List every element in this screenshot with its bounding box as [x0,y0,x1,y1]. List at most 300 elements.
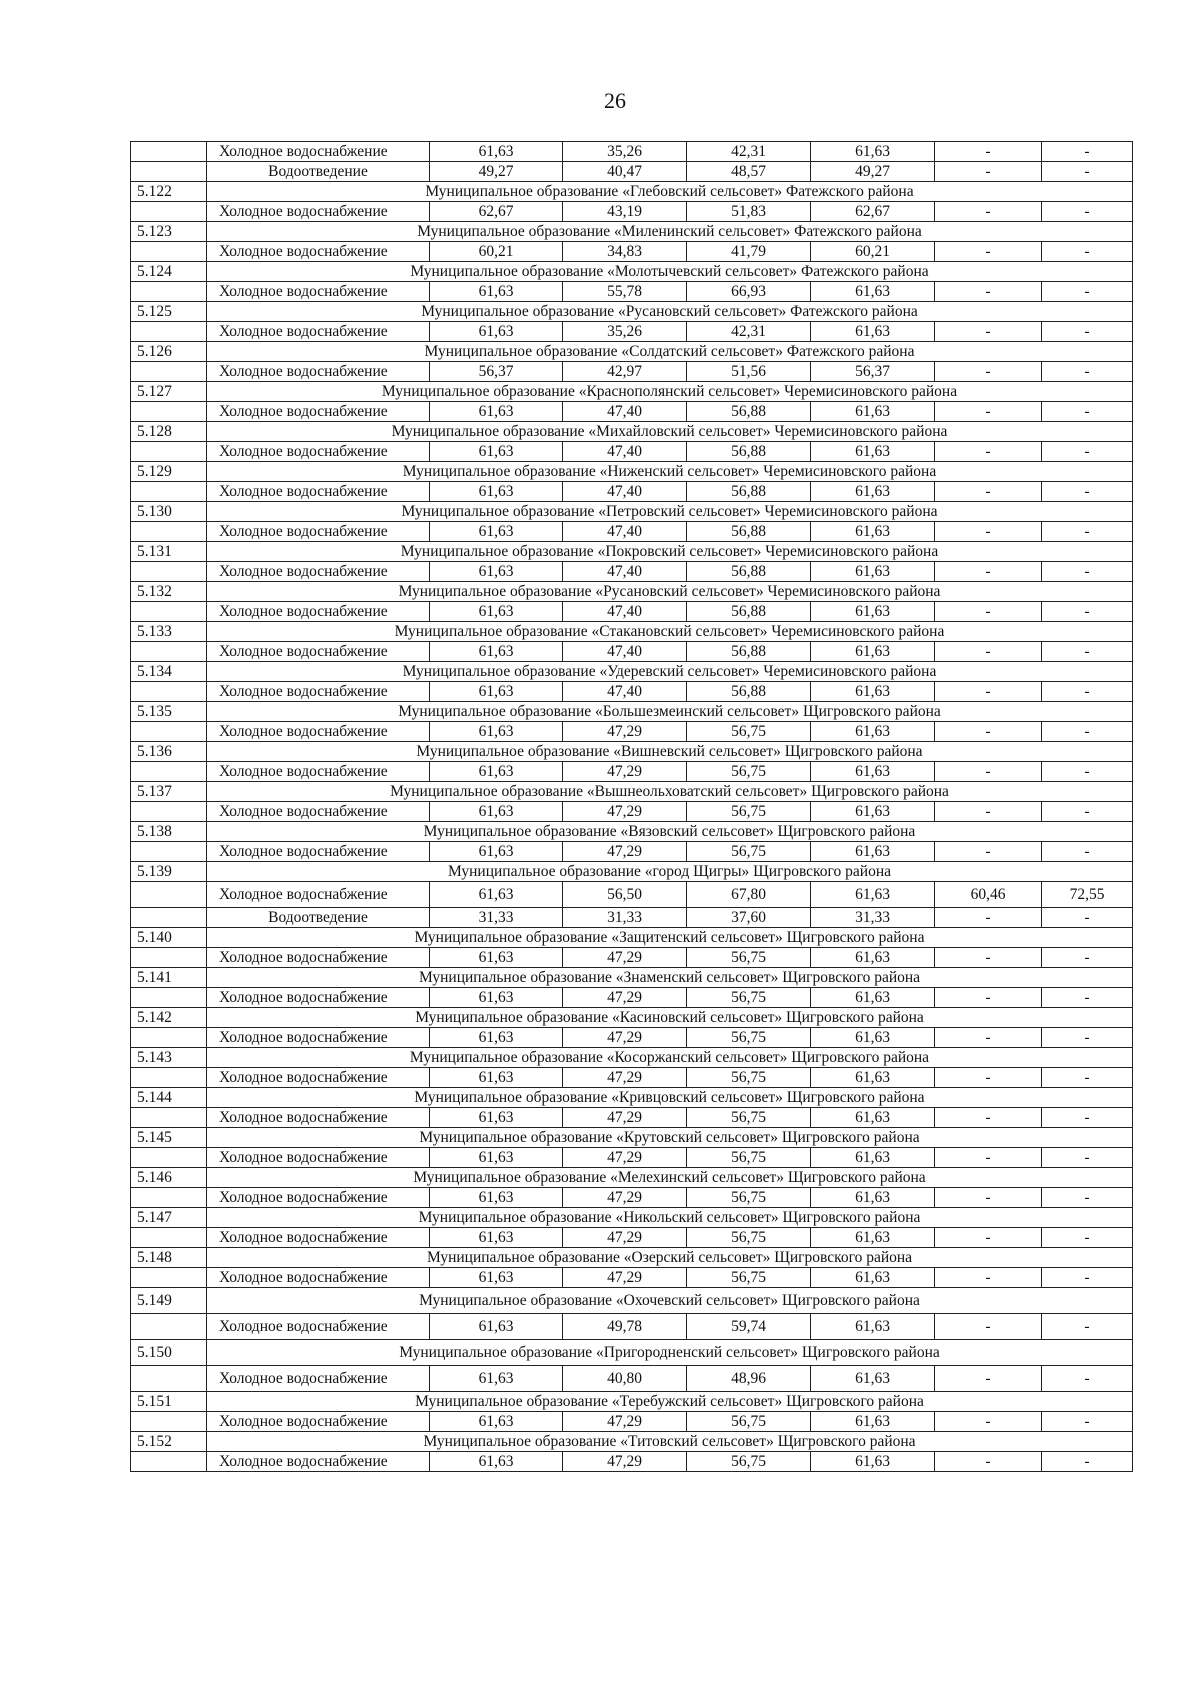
tariff-value: 47,40 [563,682,687,702]
municipality-header-row [131,502,1133,522]
blank-code-cell [131,948,207,968]
tariff-value: 47,29 [563,1028,687,1048]
municipality-title: Муниципальное образование «Вышнеольховатский сельсовет» Щигровского района [207,782,1133,802]
tariff-row [131,322,1133,342]
blank-code-cell [131,142,207,162]
municipality-header-row [131,222,1133,242]
tariff-value: 61,63 [811,562,935,582]
municipality-title: Муниципальное образование «Петровский сельсовет» Черемисиновского района [207,502,1133,522]
tariff-value: - [1042,562,1133,582]
blank-code-cell [131,1268,207,1288]
tariff-value: 49,27 [811,162,935,182]
tariff-value: 61,63 [430,602,563,622]
service-name: Холодное водоснабжение [207,522,430,542]
tariff-value: 56,88 [687,482,811,502]
tariff-value: 56,75 [687,1452,811,1472]
tariff-value: 61,63 [811,1366,935,1392]
tariff-row [131,602,1133,622]
row-code: 5.142 [131,1008,207,1028]
tariff-value: 56,75 [687,1028,811,1048]
tariff-value: 61,63 [430,1188,563,1208]
tariff-row [131,1314,1133,1340]
tariff-row [131,1366,1133,1392]
tariff-value: - [935,642,1042,662]
tariff-value: 61,63 [811,1452,935,1472]
tariff-value: 47,40 [563,642,687,662]
tariff-value: 72,55 [1042,882,1133,908]
municipality-title: Муниципальное образование «Теребужский сельсовет» Щигровского района [207,1392,1133,1412]
tariff-row [131,402,1133,422]
tariff-value: 56,75 [687,762,811,782]
row-code: 5.122 [131,182,207,202]
tariff-value: - [1042,242,1133,262]
tariff-value: 61,63 [811,1028,935,1048]
tariff-value: - [935,1366,1042,1392]
tariff-value: - [935,908,1042,928]
tariff-value: - [1042,402,1133,422]
municipality-header-row [131,1048,1133,1068]
tariff-value: 56,88 [687,522,811,542]
tariff-value: - [935,402,1042,422]
blank-code-cell [131,1452,207,1472]
tariff-value: - [935,562,1042,582]
tariff-value: 42,97 [563,362,687,382]
municipality-title: Муниципальное образование «Крутовский сельсовет» Щигровского района [207,1128,1133,1148]
tariff-value: 56,37 [811,362,935,382]
tariff-value: - [1042,1188,1133,1208]
row-code: 5.147 [131,1208,207,1228]
blank-code-cell [131,362,207,382]
tariff-value: 47,40 [563,442,687,462]
municipality-title: Муниципальное образование «город Щигры» Щигровского района [207,862,1133,882]
tariff-value: - [935,1314,1042,1340]
tariff-value: 66,93 [687,282,811,302]
row-code: 5.145 [131,1128,207,1148]
tariff-table [130,141,1133,1472]
tariff-value: - [935,762,1042,782]
tariff-value: 31,33 [430,908,563,928]
row-code: 5.138 [131,822,207,842]
municipality-header-row [131,1248,1133,1268]
municipality-header-row [131,1168,1133,1188]
row-code: 5.126 [131,342,207,362]
tariff-row [131,762,1133,782]
municipality-title: Муниципальное образование «Титовский сельсовет» Щигровского района [207,1432,1133,1452]
tariff-value: 61,63 [430,948,563,968]
tariff-value: - [935,988,1042,1008]
tariff-value: 62,67 [430,202,563,222]
service-name: Холодное водоснабжение [207,882,430,908]
blank-code-cell [131,908,207,928]
tariff-value: 61,63 [811,1108,935,1128]
tariff-value: - [935,142,1042,162]
tariff-value: 49,27 [430,162,563,182]
blank-code-cell [131,1028,207,1048]
blank-code-cell [131,762,207,782]
tariff-value: - [935,202,1042,222]
page-number: 26 [604,88,626,113]
tariff-value: 61,63 [811,642,935,662]
row-code: 5.132 [131,582,207,602]
tariff-value: 56,75 [687,1228,811,1248]
tariff-value: 56,75 [687,802,811,822]
tariff-value: 61,63 [430,1228,563,1248]
tariff-row [131,682,1133,702]
tariff-value: 49,78 [563,1314,687,1340]
blank-code-cell [131,402,207,422]
tariff-value: 61,63 [811,402,935,422]
tariff-value: - [935,1268,1042,1288]
municipality-header-row [131,1208,1133,1228]
tariff-value: 61,63 [430,442,563,462]
tariff-value: - [1042,602,1133,622]
tariff-value: - [935,1068,1042,1088]
tariff-value: 61,63 [811,1068,935,1088]
service-name: Холодное водоснабжение [207,1268,430,1288]
tariff-value: 41,79 [687,242,811,262]
tariff-value: 61,63 [811,282,935,302]
service-name: Холодное водоснабжение [207,322,430,342]
blank-code-cell [131,1366,207,1392]
tariff-value: - [1042,1108,1133,1128]
service-name: Холодное водоснабжение [207,402,430,422]
row-code: 5.139 [131,862,207,882]
tariff-row [131,988,1133,1008]
tariff-value: - [935,1452,1042,1472]
service-name: Холодное водоснабжение [207,142,430,162]
tariff-value: - [935,362,1042,382]
row-code: 5.131 [131,542,207,562]
tariff-value: 61,63 [430,642,563,662]
tariff-value: 47,29 [563,842,687,862]
municipality-header-row [131,1392,1133,1412]
tariff-value: - [1042,482,1133,502]
tariff-value: - [1042,908,1133,928]
tariff-value: - [1042,142,1133,162]
tariff-value: 61,63 [811,1148,935,1168]
tariff-value: 47,40 [563,562,687,582]
service-name: Водоотведение [207,908,430,928]
service-name: Холодное водоснабжение [207,602,430,622]
municipality-header-row [131,702,1133,722]
tariff-value: - [1042,948,1133,968]
blank-code-cell [131,1068,207,1088]
municipality-header-row [131,262,1133,282]
blank-code-cell [131,562,207,582]
tariff-value: 47,29 [563,988,687,1008]
tariff-value: 56,75 [687,1068,811,1088]
tariff-row [131,642,1133,662]
municipality-header-row [131,742,1133,762]
tariff-value: - [935,602,1042,622]
tariff-value: - [935,442,1042,462]
tariff-row [131,362,1133,382]
municipality-title: Муниципальное образование «Косоржанский сельсовет» Щигровского района [207,1048,1133,1068]
tariff-value: 60,46 [935,882,1042,908]
blank-code-cell [131,282,207,302]
tariff-value: 61,63 [811,482,935,502]
municipality-title: Муниципальное образование «Краснополянский сельсовет» Черемисиновского района [207,382,1133,402]
tariff-value: 61,63 [811,522,935,542]
tariff-value: 61,63 [811,802,935,822]
tariff-value: 61,63 [811,988,935,1008]
tariff-row [131,142,1133,162]
tariff-value: 40,80 [563,1366,687,1392]
tariff-value: 56,75 [687,1108,811,1128]
tariff-value: - [935,322,1042,342]
blank-code-cell [131,1148,207,1168]
tariff-value: 47,29 [563,1228,687,1248]
tariff-value: - [1042,202,1133,222]
blank-code-cell [131,442,207,462]
tariff-row [131,442,1133,462]
row-code: 5.135 [131,702,207,722]
tariff-value: - [1042,1068,1133,1088]
tariff-value: - [1042,842,1133,862]
municipality-header-row [131,422,1133,442]
tariff-value: 37,60 [687,908,811,928]
tariff-row [131,202,1133,222]
tariff-value: 47,29 [563,1188,687,1208]
tariff-value: 47,40 [563,602,687,622]
municipality-title: Муниципальное образование «Молотычевский сельсовет» Фатежского района [207,262,1133,282]
tariff-row [131,1108,1133,1128]
tariff-value: 61,63 [430,402,563,422]
tariff-row [131,1228,1133,1248]
tariff-value: 48,57 [687,162,811,182]
tariff-value: 56,88 [687,642,811,662]
municipality-header-row [131,302,1133,322]
tariff-value: - [1042,162,1133,182]
service-name: Холодное водоснабжение [207,722,430,742]
municipality-header-row [131,928,1133,948]
tariff-value: 47,29 [563,1108,687,1128]
blank-code-cell [131,322,207,342]
service-name: Холодное водоснабжение [207,282,430,302]
municipality-title: Муниципальное образование «Михайловский сельсовет» Черемисиновского района [207,422,1133,442]
tariff-value: 56,88 [687,602,811,622]
tariff-value: 61,63 [430,142,563,162]
tariff-value: 42,31 [687,142,811,162]
municipality-header-row [131,182,1133,202]
tariff-value: 60,21 [811,242,935,262]
tariff-value: - [935,1148,1042,1168]
tariff-value: 42,31 [687,322,811,342]
service-name: Холодное водоснабжение [207,1028,430,1048]
service-name: Холодное водоснабжение [207,842,430,862]
tariff-value: 56,75 [687,1412,811,1432]
row-code: 5.134 [131,662,207,682]
municipality-title: Муниципальное образование «Озерский сельсовет» Щигровского района [207,1248,1133,1268]
service-name: Холодное водоснабжение [207,948,430,968]
tariff-value: 47,29 [563,802,687,822]
tariff-value: - [935,1412,1042,1432]
tariff-value: 61,63 [430,1028,563,1048]
municipality-header-row [131,1128,1133,1148]
municipality-header-row [131,1088,1133,1108]
tariff-value: - [1042,362,1133,382]
blank-code-cell [131,1108,207,1128]
blank-code-cell [131,202,207,222]
tariff-row [131,562,1133,582]
row-code: 5.123 [131,222,207,242]
blank-code-cell [131,842,207,862]
tariff-value: 61,63 [430,522,563,542]
tariff-value: - [1042,802,1133,822]
service-name: Холодное водоснабжение [207,1452,430,1472]
tariff-value: 61,63 [811,1188,935,1208]
tariff-value: 61,63 [811,682,935,702]
service-name: Холодное водоснабжение [207,442,430,462]
tariff-value: 56,50 [563,882,687,908]
tariff-value: 47,29 [563,948,687,968]
blank-code-cell [131,642,207,662]
tariff-value: 47,40 [563,402,687,422]
blank-code-cell [131,522,207,542]
tariff-row [131,1268,1133,1288]
tariff-value: 61,63 [811,142,935,162]
tariff-value: 47,29 [563,722,687,742]
service-name: Холодное водоснабжение [207,1108,430,1128]
service-name: Холодное водоснабжение [207,1188,430,1208]
tariff-row [131,802,1133,822]
tariff-value: - [1042,522,1133,542]
blank-code-cell [131,722,207,742]
tariff-row [131,282,1133,302]
tariff-value: 55,78 [563,282,687,302]
municipality-header-row [131,822,1133,842]
tariff-value: 61,63 [430,882,563,908]
row-code: 5.152 [131,1432,207,1452]
tariff-value: - [935,682,1042,702]
tariff-value: 61,63 [430,682,563,702]
municipality-header-row [131,1432,1133,1452]
tariff-value: 48,96 [687,1366,811,1392]
tariff-value: - [935,842,1042,862]
municipality-header-row [131,542,1133,562]
tariff-value: 61,63 [811,762,935,782]
service-name: Холодное водоснабжение [207,1148,430,1168]
tariff-value: - [935,1228,1042,1248]
tariff-value: 47,29 [563,1412,687,1432]
tariff-value: - [935,948,1042,968]
tariff-value: - [1042,1314,1133,1340]
tariff-value: 61,63 [430,322,563,342]
tariff-value: - [935,1188,1042,1208]
tariff-value: 47,40 [563,482,687,502]
tariff-value: 61,63 [430,722,563,742]
tariff-row [131,842,1133,862]
tariff-value: 61,63 [811,882,935,908]
tariff-row [131,722,1133,742]
tariff-value: - [935,482,1042,502]
blank-code-cell [131,1228,207,1248]
tariff-row [131,882,1133,908]
tariff-value: 31,33 [811,908,935,928]
tariff-value: 61,63 [430,1148,563,1168]
tariff-value: 61,63 [430,482,563,502]
tariff-value: - [935,242,1042,262]
tariff-value: - [1042,1452,1133,1472]
municipality-header-row [131,342,1133,362]
tariff-value: 34,83 [563,242,687,262]
tariff-row [131,522,1133,542]
tariff-value: 61,63 [430,842,563,862]
municipality-title: Муниципальное образование «Пригородненский сельсовет» Щигровского района [207,1340,1133,1366]
tariff-value: 61,63 [430,988,563,1008]
service-name: Холодное водоснабжение [207,1412,430,1432]
tariff-value: - [1042,1412,1133,1432]
tariff-value: 56,75 [687,842,811,862]
municipality-title: Муниципальное образование «Кривцовский сельсовет» Щигровского района [207,1088,1133,1108]
tariff-value: 56,75 [687,948,811,968]
tariff-row [131,162,1133,182]
tariff-value: 51,83 [687,202,811,222]
service-name: Холодное водоснабжение [207,242,430,262]
tariff-value: - [935,162,1042,182]
blank-code-cell [131,802,207,822]
municipality-title: Муниципальное образование «Глебовский сельсовет» Фатежского района [207,182,1133,202]
municipality-title: Муниципальное образование «Ниженский сельсовет» Черемисиновского района [207,462,1133,482]
row-code: 5.149 [131,1288,207,1314]
service-name: Холодное водоснабжение [207,1228,430,1248]
municipality-title: Муниципальное образование «Стакановский сельсовет» Черемисиновского района [207,622,1133,642]
tariff-value: 61,63 [811,1268,935,1288]
tariff-value: 60,21 [430,242,563,262]
tariff-value: - [1042,722,1133,742]
tariff-value: - [1042,1268,1133,1288]
municipality-title: Муниципальное образование «Вязовский сельсовет» Щигровского района [207,822,1133,842]
tariff-value: 56,88 [687,402,811,422]
row-code: 5.140 [131,928,207,948]
tariff-value: 59,74 [687,1314,811,1340]
tariff-value: 47,29 [563,1268,687,1288]
row-code: 5.141 [131,968,207,988]
municipality-title: Муниципальное образование «Миленинский сельсовет» Фатежского района [207,222,1133,242]
tariff-row [131,1452,1133,1472]
tariff-value: - [935,282,1042,302]
municipality-header-row [131,1340,1133,1366]
tariff-value: 56,88 [687,562,811,582]
blank-code-cell [131,1412,207,1432]
municipality-title: Муниципальное образование «Никольский сельсовет» Щигровского района [207,1208,1133,1228]
tariff-value: 56,75 [687,1148,811,1168]
municipality-header-row [131,782,1133,802]
municipality-header-row [131,862,1133,882]
municipality-title: Муниципальное образование «Защитенский сельсовет» Щигровского района [207,928,1133,948]
tariff-value: 31,33 [563,908,687,928]
tariff-value: 47,29 [563,1068,687,1088]
tariff-value: 61,63 [430,562,563,582]
blank-code-cell [131,988,207,1008]
municipality-title: Муниципальное образование «Удеревский сельсовет» Черемисиновского района [207,662,1133,682]
row-code: 5.144 [131,1088,207,1108]
tariff-row [131,948,1133,968]
service-name: Холодное водоснабжение [207,562,430,582]
municipality-title: Муниципальное образование «Касиновский сельсовет» Щигровского района [207,1008,1133,1028]
tariff-row [131,1412,1133,1432]
row-code: 5.143 [131,1048,207,1068]
municipality-header-row [131,968,1133,988]
tariff-value: 67,80 [687,882,811,908]
tariff-value: 43,19 [563,202,687,222]
tariff-value: 61,63 [430,1108,563,1128]
blank-code-cell [131,242,207,262]
tariff-value: 40,47 [563,162,687,182]
row-code: 5.129 [131,462,207,482]
municipality-header-row [131,1288,1133,1314]
row-code: 5.150 [131,1340,207,1366]
